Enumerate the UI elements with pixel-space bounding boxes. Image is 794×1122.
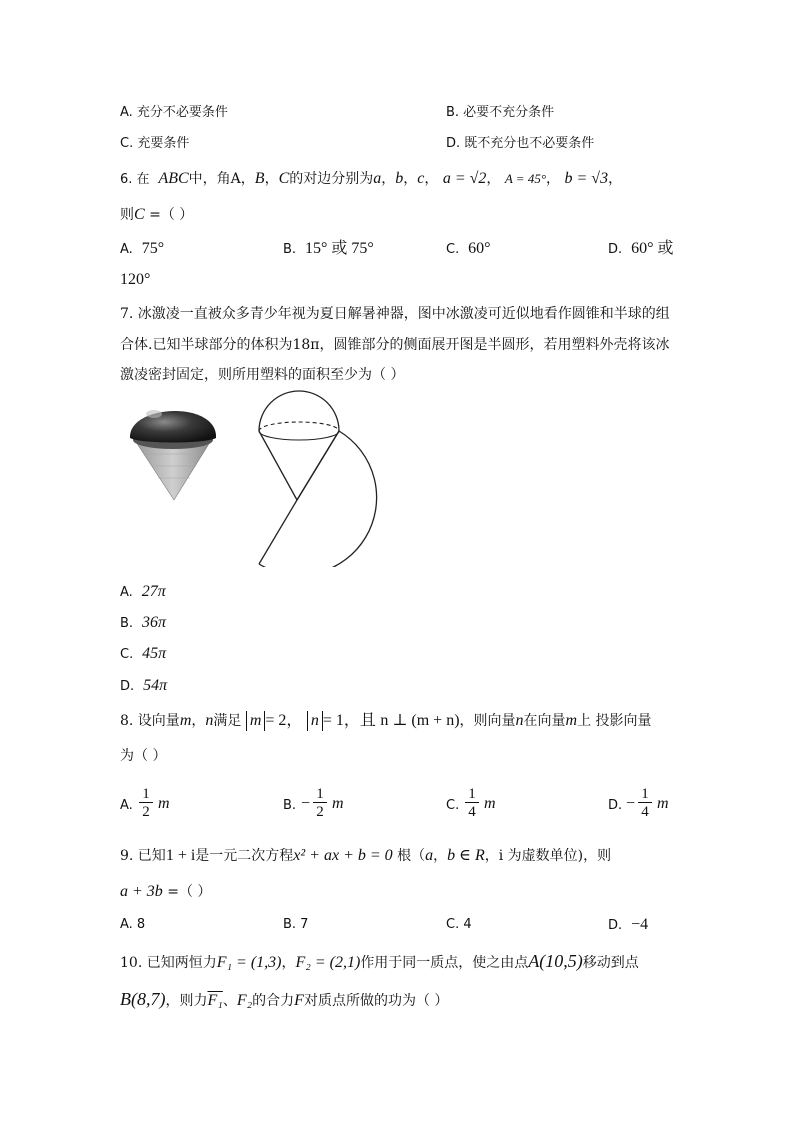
q5-option-d: D. 既不充分也不必要条件 <box>446 136 595 151</box>
force-f2: F₂ = (2,1) <box>295 954 361 971</box>
q8-option-b-vector: m <box>332 795 344 812</box>
q9-option-a: A. 8 <box>120 917 146 932</box>
q8-option-c-label: C. <box>446 798 460 813</box>
q8-option-a-label: A. <box>120 798 133 813</box>
perpendicular-condition: n ⊥ (m + n) <box>380 712 460 729</box>
q8-option-b-fraction: $\frac{1}{2}$ <box>313 786 327 821</box>
vector-n: n <box>205 712 214 729</box>
q6-condition-angle-a: A = 45° <box>504 171 547 186</box>
point-b: B(8,7) <box>120 989 166 1009</box>
q9-root: 1 + i <box>165 847 196 864</box>
q6-stem-line2: 则C =（ ） <box>120 206 194 223</box>
q7-option-d: D. 54π <box>120 677 168 694</box>
abs-m: m <box>246 711 266 731</box>
q6-option-b: B. 15° 或 75° <box>283 240 374 257</box>
q10-stem-line1: 10. 已知两恒力F₁ = (1,3)，F₂ = (2,1)作用于同一质点，使之由点A(10,5)移动到点 <box>120 951 639 971</box>
q9-stem-line2: a + 3b =（ ） <box>120 883 212 900</box>
q8-option-b-sign: − <box>301 795 311 812</box>
q7-option-a: A. 27π <box>120 583 166 600</box>
q8-option-c-vector: m <box>484 795 496 812</box>
q7-option-c: C. 45π <box>120 645 167 662</box>
q7-stem-line1: 7. 冰激凌一直被众多青少年视为夏日解暑神器，图中冰激凌可近似地看作圆锥和半球的组 <box>120 306 670 322</box>
q9-option-c: C. 4 <box>446 917 472 932</box>
q8-option-b-label: B. <box>283 798 297 813</box>
vector-m: m <box>179 712 192 729</box>
q9-equation: x² + ax + b = 0 <box>293 847 393 864</box>
q8-stem-line2: 为（ ） <box>120 748 167 764</box>
q6-condition-b: b = √3 <box>564 170 609 187</box>
q8-option-a-vector: m <box>158 795 170 812</box>
q5-option-c: C. 充要条件 <box>120 136 190 151</box>
ice-cream-illustration <box>118 392 230 502</box>
force-f1: F₁ = (1,3) <box>216 954 282 971</box>
q8-option-d-sign: − <box>626 795 636 812</box>
q7-stem-line2: 合体.已知半球部分的体积为18π，圆锥部分的侧面展开图是半圆形，若用塑料外壳将该冰 <box>120 337 670 353</box>
q8-option-c-fraction: $\frac{1}{4}$ <box>465 786 479 821</box>
q9-option-b: B. 7 <box>283 917 309 932</box>
q6-stem-line1: 6. 在 ABC中，角A，B，C的对边分别为a，b，c， a = √2， A = 45°， b = √3， <box>120 170 623 187</box>
q7-option-b: B. 36π <box>120 614 166 631</box>
abs-n: n <box>307 711 323 731</box>
q6-option-d-continued: 120° <box>120 271 151 288</box>
q9-stem-line1: 9. 已知1 + i是一元二次方程x² + ax + b = 0 根（a，b ∈ R，i 为虚数单位)，则 <box>120 847 612 864</box>
q6-condition-a: a = √2 <box>442 170 487 187</box>
q8-stem-line1: 8. 设向量m，n满足 m = 2， n = 1，且 n ⊥ (m + n)，则向量n在向量m上 投影向量 <box>120 712 652 729</box>
q7-stem-line3: 激凌密封固定，则所用塑料的面积至少为（ ） <box>120 367 405 383</box>
q6-option-c: C. 60° <box>446 240 491 257</box>
q6-option-d: D. 60° 或 <box>608 240 674 257</box>
q8-option-d-fraction: $\frac{1}{4}$ <box>638 786 652 821</box>
q10-stem-line2: B(8,7)，则力F₁、F₂的合力F对质点所做的功为（ ） <box>120 989 449 1009</box>
point-a: A(10,5) <box>528 951 583 971</box>
q8-option-a-fraction: $\frac{1}{2}$ <box>139 786 153 821</box>
q5-option-a: A. 充分不必要条件 <box>120 105 228 120</box>
q6-option-a: A. 75° <box>120 240 165 257</box>
q8-option-d-label: D. <box>608 798 623 813</box>
q9-option-d: D. −4 <box>608 916 649 933</box>
q6-triangle-abc: ABC <box>158 170 189 187</box>
cone-hemisphere-diagram <box>250 382 385 567</box>
q8-option-d-vector: m <box>657 795 669 812</box>
q5-option-b: B. 必要不充分条件 <box>446 105 555 120</box>
